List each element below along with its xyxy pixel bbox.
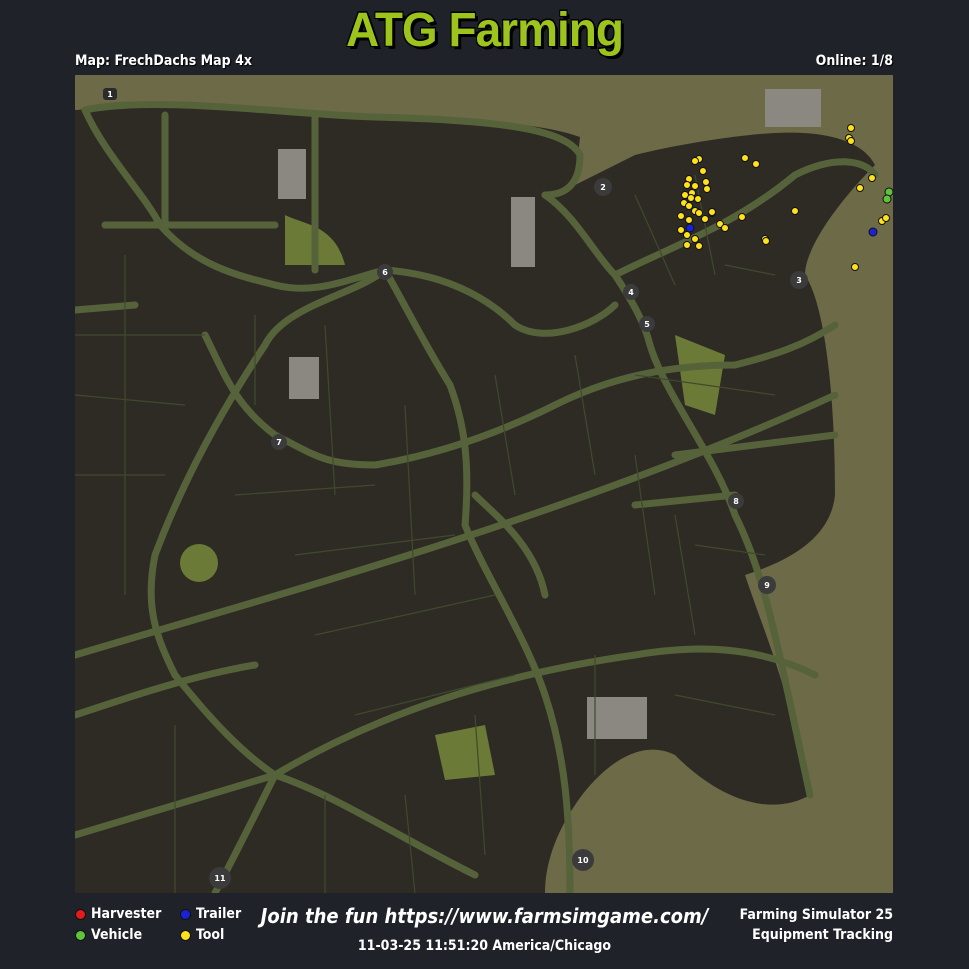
svg-text:7: 7 bbox=[276, 438, 282, 447]
tool-marker[interactable] bbox=[686, 203, 693, 210]
waypoint-3 bbox=[790, 271, 808, 289]
legend-trailer-label: Trailer bbox=[196, 906, 242, 922]
yard-d bbox=[587, 697, 647, 739]
timestamp: 11-03-25 11:51:20 America/Chicago bbox=[357, 938, 612, 954]
legend-tool-label: Tool bbox=[196, 927, 225, 943]
waypoint-4 bbox=[623, 284, 639, 300]
waypoint-5 bbox=[639, 316, 655, 332]
grass-patch-c bbox=[435, 725, 495, 780]
tool-marker[interactable] bbox=[678, 213, 685, 220]
tool-marker[interactable] bbox=[686, 217, 693, 224]
tool-marker[interactable] bbox=[792, 208, 799, 215]
brand-line-2: Equipment Tracking bbox=[752, 927, 893, 943]
waypoint-8 bbox=[728, 493, 744, 509]
trailer-marker[interactable] bbox=[686, 224, 694, 232]
tool-marker[interactable] bbox=[700, 168, 707, 175]
tool-marker[interactable] bbox=[688, 195, 695, 202]
svg-text:3: 3 bbox=[796, 276, 802, 285]
tool-marker[interactable] bbox=[722, 225, 729, 232]
join-link[interactable]: Join the fun https://www.farmsimgame.com/ bbox=[260, 904, 709, 928]
map-canvas[interactable] bbox=[75, 75, 893, 893]
svg-text:2: 2 bbox=[600, 183, 606, 192]
legend-harvester-label: Harvester bbox=[91, 906, 162, 922]
tool-marker[interactable] bbox=[703, 179, 710, 186]
tool-marker[interactable] bbox=[704, 186, 711, 193]
tool-marker[interactable] bbox=[702, 216, 709, 223]
waypoint-10 bbox=[572, 849, 594, 871]
tool-marker[interactable] bbox=[883, 215, 890, 222]
brand-line-1: Farming Simulator 25 bbox=[739, 907, 893, 923]
svg-text:10: 10 bbox=[577, 856, 589, 865]
map-name-label: Map: FrechDachs Map 4x bbox=[75, 53, 252, 69]
svg-text:8: 8 bbox=[733, 497, 739, 506]
yard-top-right bbox=[765, 89, 821, 127]
waypoint-11 bbox=[209, 867, 231, 889]
tool-marker[interactable] bbox=[742, 155, 749, 162]
waypoint-6 bbox=[377, 264, 393, 280]
tool-marker[interactable] bbox=[678, 227, 685, 234]
svg-text:6: 6 bbox=[382, 268, 388, 277]
svg-text:5: 5 bbox=[644, 320, 650, 329]
tool-marker[interactable] bbox=[696, 210, 703, 217]
svg-text:4: 4 bbox=[628, 288, 634, 297]
tool-marker[interactable] bbox=[763, 238, 770, 245]
svg-text:9: 9 bbox=[764, 581, 770, 590]
tool-marker[interactable] bbox=[869, 175, 876, 182]
tool-marker[interactable] bbox=[684, 242, 691, 249]
online-count-label: Online: 1/8 bbox=[815, 53, 893, 69]
tool-marker[interactable] bbox=[739, 214, 746, 221]
tool-marker[interactable] bbox=[684, 182, 691, 189]
tool-marker[interactable] bbox=[684, 232, 691, 239]
tool-marker[interactable] bbox=[857, 185, 864, 192]
grass-circle bbox=[180, 544, 218, 582]
tool-marker[interactable] bbox=[692, 183, 699, 190]
waypoint-1 bbox=[103, 88, 117, 100]
page-title: ATG Farming bbox=[346, 1, 623, 57]
waypoint-7 bbox=[271, 434, 287, 450]
legend-vehicle-label: Vehicle bbox=[91, 927, 143, 943]
tool-marker[interactable] bbox=[696, 243, 703, 250]
tool-marker[interactable] bbox=[709, 209, 716, 216]
yard-c bbox=[289, 357, 319, 399]
brand-block bbox=[740, 905, 893, 945]
tool-marker[interactable] bbox=[852, 264, 859, 271]
svg-text:11: 11 bbox=[214, 874, 226, 883]
tool-marker[interactable] bbox=[692, 158, 699, 165]
tool-marker[interactable] bbox=[848, 125, 855, 132]
yard-a bbox=[278, 149, 306, 199]
trailer-marker[interactable] bbox=[869, 228, 877, 236]
yard-b bbox=[511, 197, 535, 267]
farm-map[interactable] bbox=[75, 75, 893, 893]
tool-marker[interactable] bbox=[692, 236, 699, 243]
tool-marker[interactable] bbox=[848, 138, 855, 145]
vehicle-marker[interactable] bbox=[883, 195, 891, 203]
tool-marker[interactable] bbox=[753, 161, 760, 168]
tool-marker[interactable] bbox=[695, 196, 702, 203]
waypoint-2 bbox=[594, 178, 612, 196]
waypoint-9 bbox=[758, 576, 776, 594]
svg-text:1: 1 bbox=[107, 90, 113, 99]
